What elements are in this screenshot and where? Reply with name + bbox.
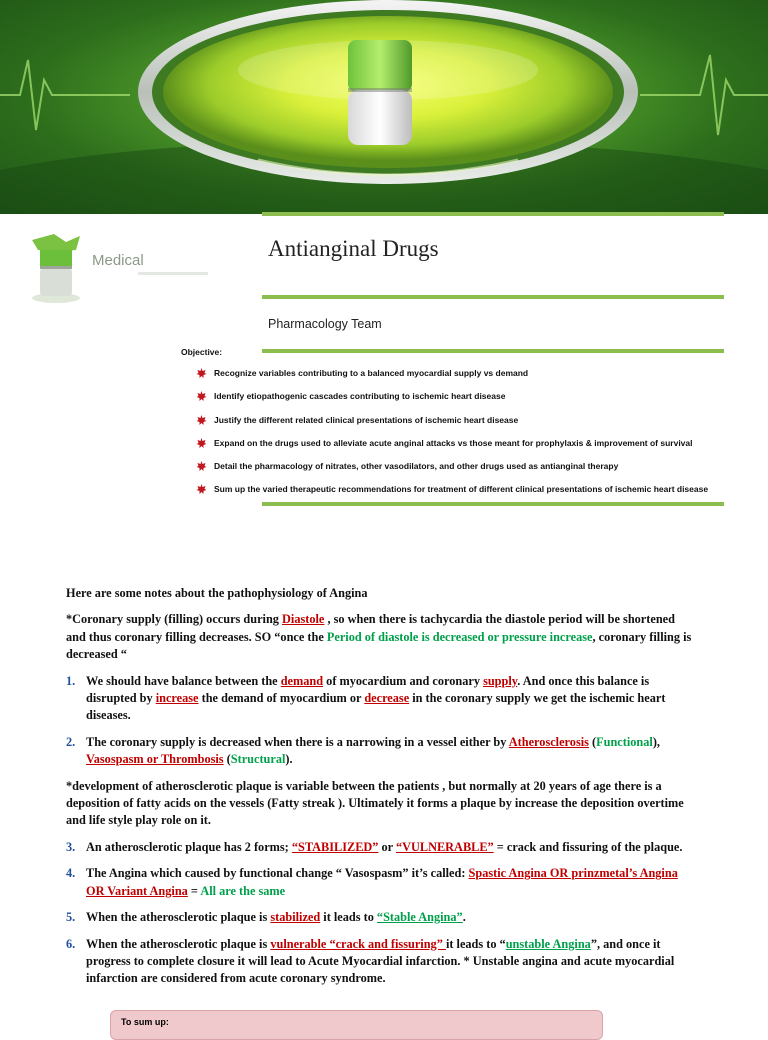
text-run: ( <box>223 752 231 767</box>
highlight-vulnerable: vulnerable “crack and fissuring” <box>270 936 446 951</box>
highlight-unstable-angina: unstable Angina <box>505 936 591 951</box>
notes-paragraph-diastole <box>66 611 696 663</box>
maple-leaf-icon <box>196 484 207 494</box>
highlight-all-same: All are the same <box>200 883 286 898</box>
highlight-structural: Structural <box>230 752 286 767</box>
text-run: ”, and once it progress to complete closure it will lead to Acute Myocardial infarction. * Unstable angina and acute myocardial infarction are considered from acute coronary syndrome. <box>86 936 675 986</box>
list-item <box>196 438 736 461</box>
text-run: it leads to “ <box>445 936 506 951</box>
list-item <box>196 461 736 484</box>
text-run: ). <box>285 752 293 767</box>
highlight-functional: Functional <box>596 734 653 749</box>
item-number: 3. <box>66 839 76 854</box>
item-number: 5. <box>66 910 76 925</box>
text-run: . <box>462 910 466 925</box>
text-run: The Angina which caused by functional change “ Vasospasm” it’s called: <box>86 866 469 881</box>
text-run: the demand of myocardium or <box>198 691 365 706</box>
item-number: 4. <box>66 866 76 881</box>
header-banner <box>0 0 768 214</box>
page-title: Antianginal Drugs <box>268 236 439 261</box>
maple-leaf-icon <box>196 438 207 448</box>
objective-list <box>196 368 736 508</box>
list-item <box>66 734 696 769</box>
notes-intro: Here are some notes about the pathophysiology of Angina <box>66 586 368 600</box>
top-rule <box>262 212 724 216</box>
notes-list-b <box>66 839 696 988</box>
capsule-banner-graphic <box>0 0 768 214</box>
highlight-increase: increase <box>155 691 199 706</box>
objective-text: Recognize variables contributing to a balanced myocardial supply vs demand <box>214 368 529 378</box>
maple-leaf-icon <box>196 415 207 425</box>
highlight-stabilized: “STABILIZED” <box>291 839 379 854</box>
text-run: We should have balance between the <box>86 673 281 688</box>
list-item <box>66 909 696 926</box>
highlight-stabilized: stabilized <box>270 910 321 925</box>
notes-list-a <box>66 673 696 769</box>
text-run: = <box>187 883 201 898</box>
highlight-stable-angina: “Stable Angina” <box>376 910 463 925</box>
highlight-vulnerable: “VULNERABLE” <box>395 839 494 854</box>
team-rule <box>262 349 724 353</box>
list-item <box>66 673 696 725</box>
text-run: When the atherosclerotic plaque is <box>86 936 271 951</box>
text-run: When the atherosclerotic plaque is <box>86 910 271 925</box>
objective-text: Justify the different related clinical presentations of ischemic heart disease <box>214 414 519 425</box>
text-run: . And once this balance is disrupted by <box>86 673 650 706</box>
highlight-supply: supply <box>483 673 518 688</box>
highlight-spastic-angina: Spastic Angina OR prinzmetal’s Angina OR Variant Angina <box>86 866 678 898</box>
notes-paragraph-development: *development of atherosclerotic plaque is variable between the patients , but normally at 20 years of age there is a deposition of fatty acids on the vessels (Fatty streak ). Ultimately it forms a plaque by increase the deposition overtime and life style play role on it. <box>66 778 684 828</box>
highlight-vasospasm: Vasospasm or Thrombosis <box>86 752 224 767</box>
text-run: = crack and fissuring of the plaque. <box>493 839 683 854</box>
objective-text: Detail the pharmacology of nitrates, other vasodilators, and other drugs used as antianginal therapy <box>214 461 619 472</box>
highlight-diastole: Diastole <box>282 612 325 627</box>
text-run: An atherosclerotic plaque has 2 forms; <box>86 839 292 854</box>
text-run: it leads to <box>320 910 377 925</box>
highlight-atherosclerosis: Atherosclerosis <box>508 734 589 749</box>
text-run: ( <box>588 734 597 749</box>
medical-logo <box>18 232 250 306</box>
title-rule <box>262 295 724 299</box>
maple-leaf-icon <box>196 368 207 378</box>
maple-leaf-icon <box>196 391 207 401</box>
objective-rule <box>262 502 724 506</box>
item-number: 1. <box>66 673 76 688</box>
highlight-green: Period of diastole is decreased or pressure increase <box>326 629 593 644</box>
sum-up-label: To sum up: <box>121 1017 169 1027</box>
list-item <box>196 415 736 438</box>
text-run: of myocardium and coronary <box>323 673 484 688</box>
text-run: *Coronary supply (filling) occurs during <box>66 612 283 627</box>
text-run: , so when there is tachycardia the diastole period will be shortened and thus coronary filling decreases. SO “once the <box>66 612 675 644</box>
text-run: in the coronary supply we get the ischemic heart diseases. <box>86 691 666 723</box>
sum-up-box <box>110 1010 603 1040</box>
logo-text: Medical <box>92 252 144 269</box>
list-item <box>196 391 736 414</box>
list-item <box>66 839 696 856</box>
list-item <box>196 368 736 391</box>
notes-section <box>66 585 696 997</box>
medical-logo-icon <box>18 232 250 306</box>
text-run: , coronary filling is decreased “ <box>66 629 692 662</box>
highlight-decrease: decrease <box>364 691 410 706</box>
objective-text: Expand on the drugs used to alleviate acute anginal attacks vs those meant for prophylaxis & improvement of survival <box>214 437 693 448</box>
list-item <box>66 936 696 988</box>
text-run: The coronary supply is decreased when there is a narrowing in a vessel either by <box>86 734 509 749</box>
text-run: or <box>378 839 396 854</box>
list-item <box>66 865 696 900</box>
maple-leaf-icon <box>196 461 207 471</box>
objective-text: Sum up the varied therapeutic recommendations for treatment of different clinical presentations of ischemic heart disease <box>214 484 709 495</box>
text-run: ), <box>652 734 660 749</box>
item-number: 6. <box>66 936 76 951</box>
item-number: 2. <box>66 734 76 749</box>
team-name: Pharmacology Team <box>268 317 382 331</box>
objective-text: Identify etiopathogenic cascades contributing to ischemic heart disease <box>214 391 506 402</box>
highlight-demand: demand <box>280 673 324 688</box>
objective-label: Objective: <box>181 347 223 357</box>
